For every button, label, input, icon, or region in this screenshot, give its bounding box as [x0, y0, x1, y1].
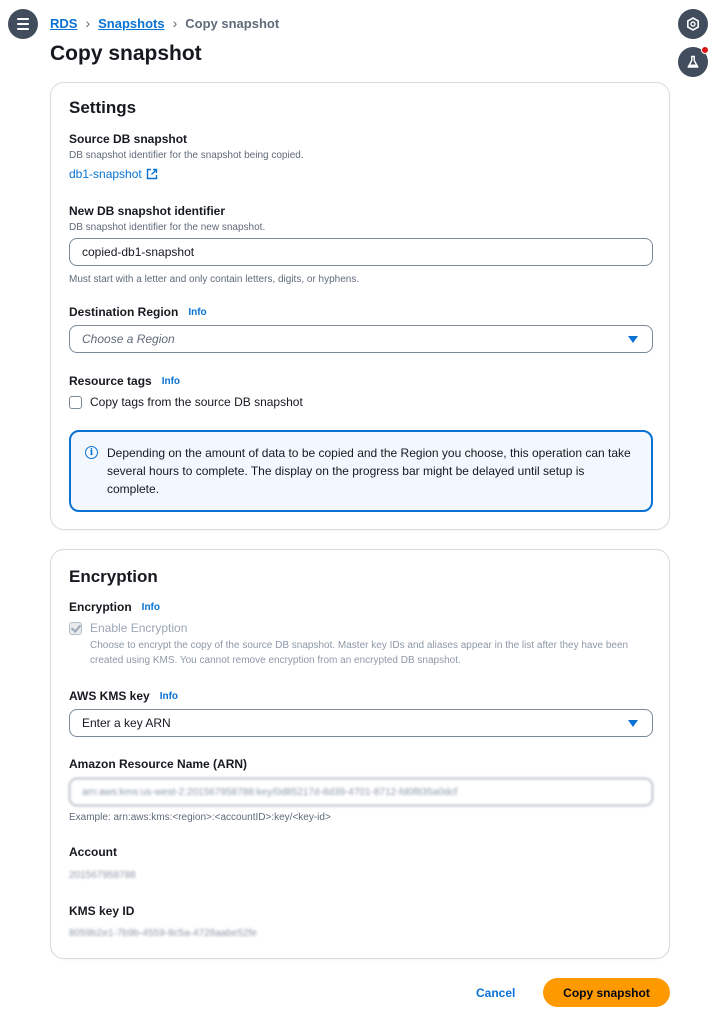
account-label: Account [69, 845, 117, 859]
kms-key-id-label: KMS key ID [69, 904, 135, 918]
destination-region-label-text: Destination Region [69, 305, 179, 319]
new-snapshot-id-description: DB snapshot identifier for the new snapshot. [69, 222, 266, 233]
arn-label: Amazon Resource Name (ARN) [69, 757, 248, 771]
new-snapshot-id-label: New DB snapshot identifier [69, 204, 226, 218]
breadcrumb-current: Copy snapshot [185, 15, 280, 31]
lab-flask-icon [686, 55, 700, 69]
encryption-label-text: Encryption [69, 600, 132, 614]
cancel-button[interactable]: Cancel [476, 986, 516, 1000]
source-snapshot-label: Source DB snapshot [69, 132, 188, 146]
destination-region-select[interactable] [69, 325, 653, 353]
breadcrumb-rds[interactable]: RDS [50, 15, 78, 31]
caret-down-icon [628, 720, 638, 727]
copy-tags-checkbox-row[interactable] [69, 395, 303, 409]
notification-dot [701, 46, 709, 54]
enable-encryption-label: Enable Encryption [90, 621, 188, 635]
external-link-icon [146, 168, 158, 180]
enable-encryption-checkbox-row [69, 621, 187, 635]
copy-tags-checkbox[interactable] [69, 396, 82, 409]
encryption-panel [50, 549, 670, 959]
breadcrumb [50, 15, 279, 31]
resource-tags-label [69, 374, 180, 388]
resource-tags-label-text: Resource tags [69, 374, 152, 388]
chevron-right-icon: › [85, 15, 91, 31]
kms-key-id-value: 8059b2e1-7b9b-4559-8c5a-4728aabe52fe [69, 928, 257, 939]
arn-example: Example: arn:aws:kms:<region>:<accountID>:key/<key-id> [69, 812, 331, 823]
settings-hexagon-icon [686, 17, 700, 31]
breadcrumb-snapshots[interactable]: Snapshots [98, 15, 165, 31]
new-snapshot-id-constraint: Must start with a letter and only contain letters, digits, or hyphens. [69, 274, 360, 285]
destination-region-label [69, 305, 207, 319]
kms-key-value: Enter a key ARN [82, 716, 171, 730]
info-alert-text: Depending on the amount of data to be copied and the Region you choose, this operation can take several hours to complete. The display on the progress bar might be delayed until setup is complete. [107, 446, 631, 496]
lab-flask-button[interactable] [678, 47, 708, 77]
settings-panel [50, 82, 670, 530]
kms-key-label-text: AWS KMS key [69, 689, 150, 703]
copy-snapshot-button[interactable]: Copy snapshot [543, 978, 670, 1007]
hamburger-menu-icon [17, 18, 29, 20]
settings-title: Settings [69, 98, 137, 117]
source-snapshot-link-text[interactable]: db1-snapshot [69, 167, 142, 181]
kms-key-select[interactable] [69, 709, 653, 737]
source-snapshot-description: DB snapshot identifier for the snapshot being copied. [69, 150, 304, 161]
encryption-title: Encryption [69, 567, 158, 586]
account-value: 201567958788 [69, 870, 136, 881]
arn-input[interactable]: arn:aws:kms:us-west-2:201567958788:key/0d85217d-8d39-4701-8712-fd0f835a0dcf [69, 778, 653, 806]
chevron-right-icon: › [172, 15, 178, 31]
source-snapshot-link[interactable] [69, 167, 158, 181]
new-snapshot-id-input[interactable]: copied-db1-snapshot [69, 238, 653, 266]
kms-key-label [69, 689, 178, 703]
info-circle-icon: i [85, 446, 98, 459]
destination-region-info-link[interactable]: Info [188, 306, 207, 318]
enable-encryption-checkbox [69, 622, 82, 635]
encryption-description: Choose to encrypt the copy of the source DB snapshot. Master key IDs and aliases appear in the list after they have been created using KMS. You cannot remove encryption from an encrypted DB snapshot. [90, 640, 629, 666]
info-alert [69, 430, 653, 512]
settings-hexagon-button[interactable] [678, 9, 708, 39]
encryption-info-link[interactable]: Info [141, 601, 160, 613]
caret-down-icon [628, 336, 638, 343]
menu-button[interactable] [8, 9, 38, 39]
kms-key-info-link[interactable]: Info [159, 690, 179, 702]
encryption-label [69, 600, 160, 614]
resource-tags-info-link[interactable]: Info [161, 375, 181, 387]
copy-tags-checkbox-label[interactable]: Copy tags from the source DB snapshot [90, 395, 303, 409]
page-title: Copy snapshot [50, 42, 202, 65]
destination-region-placeholder: Choose a Region [82, 332, 175, 346]
